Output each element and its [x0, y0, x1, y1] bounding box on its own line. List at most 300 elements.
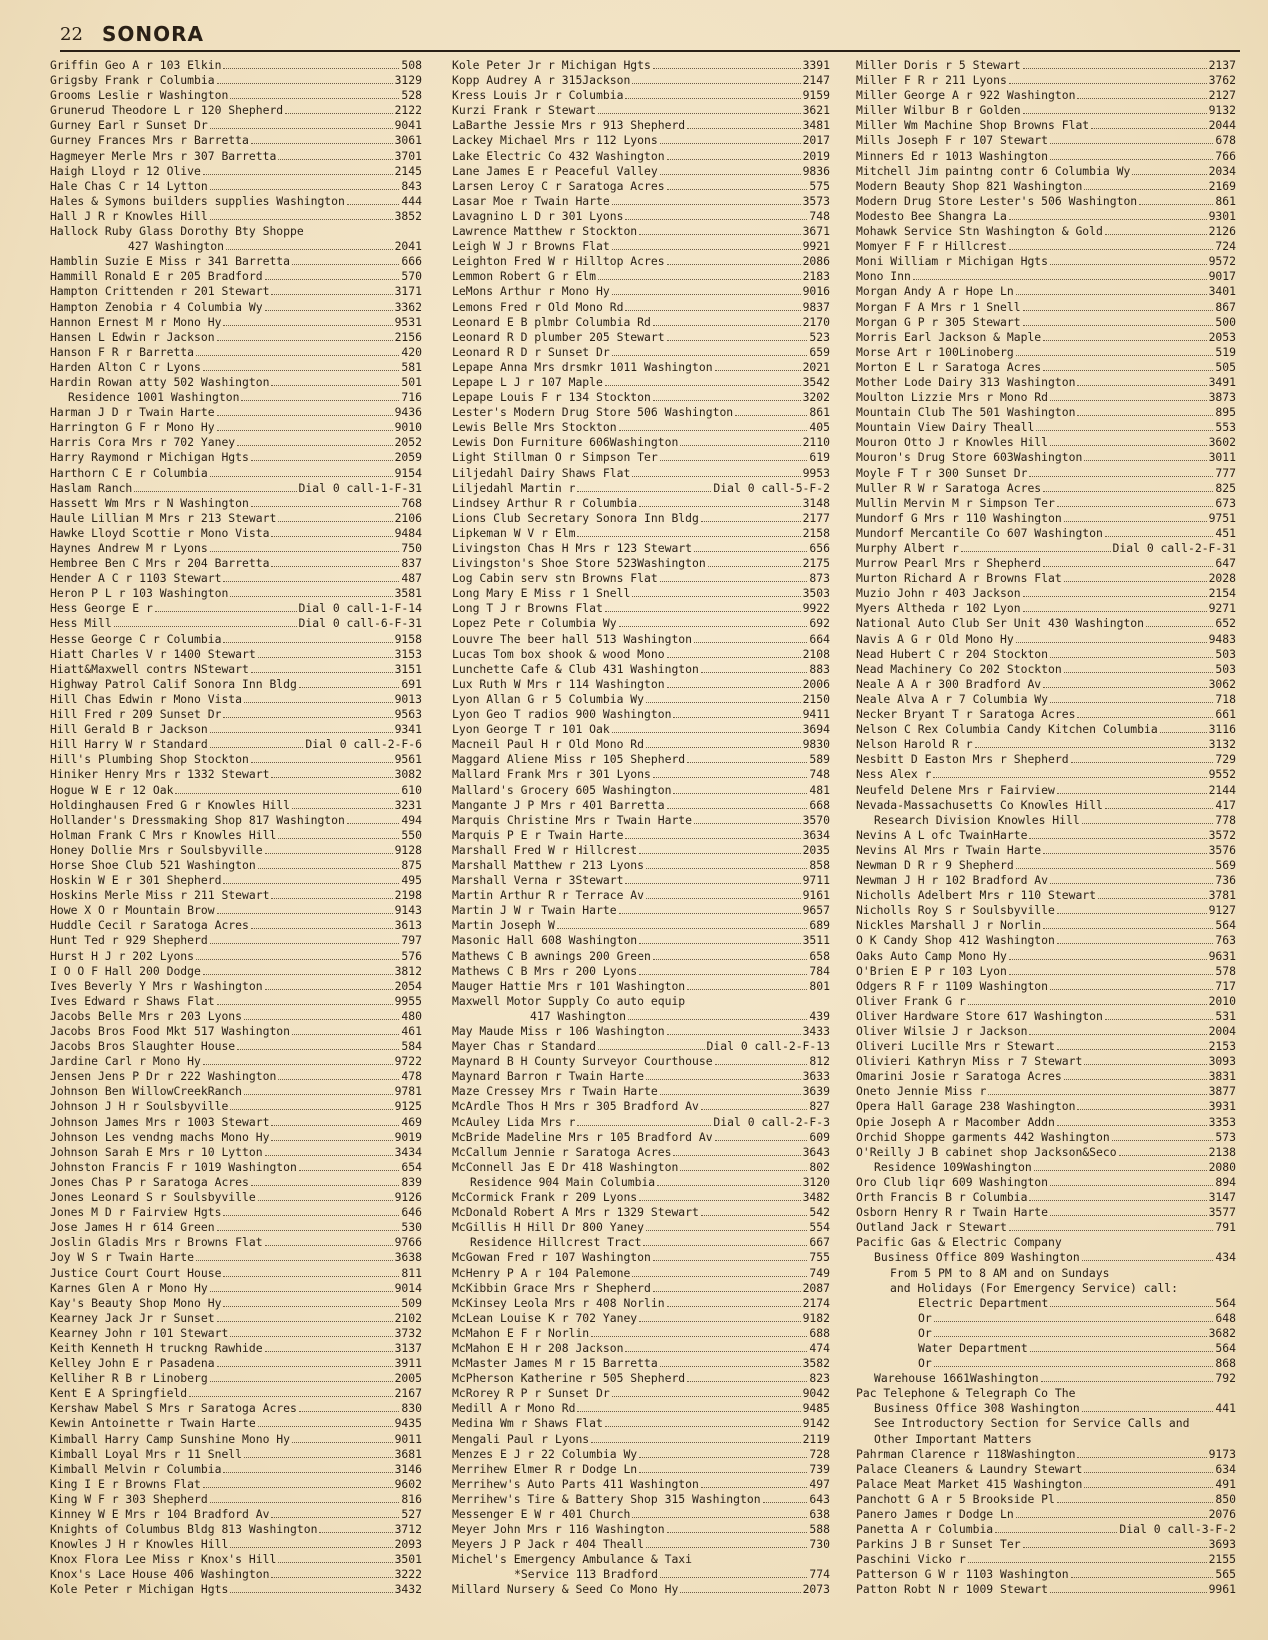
dot-leader: [591, 1433, 800, 1443]
entry-name: Lepape L J r 107 Maple: [452, 374, 603, 389]
entry-number: 9602: [394, 1476, 422, 1491]
entry-number: 646: [401, 1205, 422, 1220]
entry-number: 802: [809, 1159, 830, 1174]
entry-number: 2119: [802, 1431, 830, 1446]
entry-number: 3434: [394, 1144, 422, 1159]
dot-leader: [196, 950, 399, 960]
dot-leader: [625, 301, 800, 311]
dot-leader: [1064, 1070, 1207, 1080]
entry-name: O'Brien E P r 103 Lyon: [856, 963, 1007, 978]
dot-leader: [913, 270, 1207, 280]
entry-number: 495: [401, 873, 422, 888]
entry-number: 2137: [1208, 58, 1236, 72]
page-header: [60, 22, 1240, 52]
dot-leader: [598, 1040, 705, 1050]
entry-name: Oneto Jennie Miss r: [856, 1084, 987, 1099]
entry-number: 9781: [394, 1084, 422, 1099]
dot-leader: [1077, 376, 1206, 386]
entry-name: O'Reilly J B cabinet shop Jackson&Seco: [856, 1144, 1117, 1159]
entry-number: 9711: [802, 873, 830, 888]
dot-leader: [1034, 1161, 1207, 1171]
entry-name: Mouron's Drug Store 603Washington: [856, 450, 1083, 465]
dot-leader: [1057, 934, 1214, 944]
entry-number: 417: [1215, 797, 1236, 812]
dot-leader: [660, 572, 808, 582]
entry-name: Light Stillman O r Simpson Ter: [452, 450, 658, 465]
directory-entry: [50, 1115, 422, 1130]
directory-entry: [856, 813, 1236, 828]
entry-number: 9158: [394, 631, 422, 646]
entry-number: 469: [401, 1114, 422, 1129]
entry-number: 9561: [394, 752, 422, 767]
directory-entry: [452, 1432, 830, 1447]
dot-leader: [1050, 693, 1213, 703]
dot-leader: [612, 195, 801, 205]
entry-number: 766: [1215, 148, 1236, 163]
directory-entry: [452, 164, 830, 179]
entry-name: Honey Dollie Mrs r Soulsbyville: [50, 842, 263, 857]
entry-number: 748: [809, 208, 830, 223]
dot-leader: [210, 1372, 393, 1382]
entry-name: Justice Court Court House: [50, 1265, 222, 1280]
entry-number: Dial 0 call-2-F-3: [713, 1114, 830, 1129]
dot-leader: [625, 89, 800, 99]
dot-leader: [175, 784, 399, 794]
entry-name: Lackey Michael Mrs r 112 Lyons: [452, 133, 658, 148]
directory-entry: [50, 224, 422, 239]
entry-number: 2153: [1208, 1039, 1236, 1054]
directory-entry: [50, 330, 422, 345]
entry-number: 3694: [802, 722, 830, 737]
directory-entry: [50, 133, 422, 148]
entry-name: Morgan G P r 305 Stewart: [856, 314, 1021, 329]
entry-number: 3491: [1208, 374, 1236, 389]
dot-leader: [265, 301, 393, 311]
directory-entry: [856, 133, 1236, 148]
entry-name: Kershaw Mabel S Mrs r Saratoga Acres: [50, 1401, 297, 1416]
entry-name: Oliver Frank G r: [856, 993, 966, 1008]
entry-name: Mundorf Mercantile Co 607 Washington: [856, 525, 1103, 540]
entry-name: Howe X O r Mountain Brow: [50, 903, 215, 918]
entry-name: Mountain Club The 501 Washington: [856, 405, 1076, 420]
directory-entry: [856, 949, 1236, 964]
dot-leader: [1071, 1568, 1214, 1578]
directory-entry: [50, 1175, 422, 1190]
directory-entry: [856, 1084, 1236, 1099]
dot-leader: [271, 889, 392, 899]
directory-entry: [50, 601, 422, 616]
directory-entry: [50, 1492, 422, 1507]
directory-entry: [50, 1281, 422, 1296]
dot-leader: [653, 950, 808, 960]
dot-leader: [1105, 225, 1207, 235]
entry-name: McLean Louise K r 702 Yaney: [452, 1310, 638, 1325]
entry-name: Newman J H r 102 Bradford Av: [856, 873, 1049, 888]
entry-name: Lewis Don Furniture 606Washington: [452, 435, 679, 450]
dot-leader: [639, 1463, 807, 1473]
directory-entry: [856, 284, 1236, 299]
dot-leader: [1077, 1100, 1206, 1110]
entry-name: Hannon Ernest M r Mono Hy: [50, 314, 222, 329]
entry-name: Johnson Sarah E Mrs r 10 Lytton: [50, 1144, 263, 1159]
entry-name: Karnes Glen A r Mono Hy: [50, 1280, 208, 1295]
entry-number: 9552: [1208, 767, 1236, 782]
entry-number: 3146: [394, 1461, 422, 1476]
entry-number: 673: [1215, 495, 1236, 510]
entry-number: 9125: [394, 1099, 422, 1114]
dot-leader: [653, 768, 808, 778]
entry-name: Moni William r Michigan Hgts: [856, 254, 1049, 269]
entry-name: Jones Chas P r Saratoga Acres: [50, 1174, 249, 1189]
entry-number: 503: [1215, 646, 1236, 661]
entry-number: 9953: [802, 465, 830, 480]
dot-leader: [680, 1161, 807, 1171]
dot-leader: [1064, 572, 1207, 582]
entry-number: 487: [401, 571, 422, 586]
directory-entry: [50, 1386, 422, 1401]
entry-name: Lepape Anna Mrs drsmkr 1011 Washington: [452, 359, 713, 374]
directory-entry: [452, 1281, 830, 1296]
entry-name: Hesse George C r Columbia: [50, 631, 222, 646]
entry-name: Nevins A L ofc TwainHarte: [856, 827, 1028, 842]
directory-entry: [452, 1069, 830, 1084]
directory-entry: [50, 571, 422, 586]
directory-entry: [452, 1326, 830, 1341]
entry-number: 812: [809, 1054, 830, 1069]
entry-number: 2198: [394, 888, 422, 903]
entry-number: 610: [401, 782, 422, 797]
dot-leader: [244, 693, 393, 703]
entry-name: Kimball Loyal Mrs r 11 Snell: [50, 1446, 243, 1461]
entry-number: 2080: [1208, 1159, 1236, 1174]
entry-number: 830: [401, 1401, 422, 1416]
directory-entry: [452, 1401, 830, 1416]
entry-number: 564: [1215, 918, 1236, 933]
directory-entry: [856, 601, 1236, 616]
entry-number: 9830: [802, 737, 830, 752]
dot-leader: [1139, 195, 1213, 205]
entry-number: 724: [1215, 239, 1236, 254]
entry-name: Parkins J B r Sunset Ter: [856, 1537, 1021, 1552]
entry-number: 501: [401, 374, 422, 389]
directory-entry: [50, 647, 422, 662]
dot-leader: [196, 1251, 393, 1261]
entry-name: Orchid Shoppe garments 442 Washington: [856, 1129, 1110, 1144]
city-title: SONORA: [102, 22, 205, 46]
directory-entry: [452, 813, 830, 828]
entry-number: 3639: [802, 1084, 830, 1099]
entry-number: 3576: [1208, 842, 1236, 857]
entry-name: Miller Wm Machine Shop Browns Flat: [856, 118, 1090, 133]
dot-leader: [646, 693, 801, 703]
entry-number: 3171: [394, 284, 422, 299]
directory-entry: [50, 707, 422, 722]
entry-name: Modern Drug Store Lester's 506 Washington: [856, 193, 1138, 208]
entry-name: Muller R W r Saratoga Acres: [856, 480, 1042, 495]
entry-number: 638: [809, 1507, 830, 1521]
entry-name: Panchott G A r 5 Brookside Pl: [856, 1491, 1055, 1506]
entry-number: 2044: [1208, 118, 1236, 133]
entry-number: 481: [809, 782, 830, 797]
directory-entry: [452, 541, 830, 556]
dot-leader: [278, 1070, 399, 1080]
entry-number: 441: [1215, 1401, 1236, 1416]
directory-entry: [452, 1567, 830, 1582]
entry-name: Maxwell Motor Supply Co auto equip: [452, 993, 686, 1008]
entry-name: Lindsey Arthur R r Columbia: [452, 495, 638, 510]
entry-name: King W F r 303 Shepherd: [50, 1491, 208, 1506]
entry-name: Leonard E B plmbr Columbia Rd: [452, 314, 651, 329]
entry-name: Jensen Jens P Dr r 222 Washington: [50, 1069, 277, 1084]
directory-entry: [856, 224, 1236, 239]
directory-entry: [50, 1220, 422, 1235]
directory-entry: [50, 873, 422, 888]
directory-entry: [856, 194, 1236, 209]
directory-entry: [452, 103, 830, 118]
entry-number: 3877: [1208, 1084, 1236, 1099]
dot-leader: [292, 255, 399, 265]
entry-number: 3061: [394, 133, 422, 148]
directory-entry: [856, 1311, 1236, 1326]
dot-leader: [735, 406, 807, 416]
entry-name: Leonard R D plumber 205 Stewart: [452, 329, 665, 344]
directory-entry: [452, 979, 830, 994]
directory-entry: [452, 1099, 830, 1114]
entry-name: McBride Madeline Mrs r 105 Bradford Av: [452, 1129, 713, 1144]
entry-name: Hawke Lloyd Scottie r Mono Vista: [50, 525, 270, 540]
dot-leader: [1084, 1055, 1206, 1065]
entry-number: 3231: [394, 797, 422, 812]
directory-entry: [856, 571, 1236, 586]
entry-number: 3082: [394, 767, 422, 782]
directory-entry: [856, 616, 1236, 631]
dot-leader: [667, 1025, 801, 1035]
dot-leader: [230, 1583, 392, 1593]
entry-number: 666: [401, 254, 422, 269]
dot-leader: [639, 965, 807, 975]
directory-entry: [50, 103, 422, 118]
entry-name: Momyer F F r Hillcrest: [856, 239, 1007, 254]
directory-entry: [856, 1009, 1236, 1024]
entry-name: Kearney Jack Jr r Sunset: [50, 1310, 215, 1325]
entry-number: 588: [809, 1522, 830, 1537]
entry-name: Keith Kenneth H truckng Rawhide: [50, 1340, 263, 1355]
entry-name: Oro Club liqr 609 Washington: [856, 1174, 1049, 1189]
entry-number: 528: [401, 88, 422, 103]
directory-entry: [50, 194, 422, 209]
dot-leader: [210, 210, 393, 220]
dot-leader: [1105, 799, 1214, 809]
dot-leader: [763, 1493, 808, 1503]
entry-name: Lemons Fred r Old Mono Rd: [452, 299, 624, 314]
dot-leader: [1084, 1463, 1213, 1473]
entry-name: Johnson James Mrs r 1003 Stewart: [50, 1114, 270, 1129]
directory-entry: [452, 1341, 830, 1356]
entry-number: 777: [1215, 465, 1236, 480]
dot-leader: [210, 723, 393, 733]
entry-name: Hembree Ben C Mrs r 204 Barretta: [50, 556, 270, 571]
entry-name: Ives Edward r Shaws Flat: [50, 993, 215, 1008]
directory-entry: [452, 300, 830, 315]
entry-number: 768: [401, 495, 422, 510]
directory-entry: [452, 1205, 830, 1220]
directory-entry: [856, 1130, 1236, 1145]
directory-entry: [856, 858, 1236, 873]
entry-name: Knox Flora Lee Miss r Knox's Hill: [50, 1552, 277, 1567]
dot-leader: [217, 331, 393, 341]
entry-number: 2021: [802, 359, 830, 374]
dot-leader: [265, 1146, 393, 1156]
directory-entry: [50, 466, 422, 481]
entry-number: 451: [1215, 525, 1236, 540]
dot-leader: [667, 678, 801, 688]
dot-leader: [299, 1402, 400, 1412]
dot-leader: [1050, 1176, 1213, 1186]
entry-number: 9563: [394, 707, 422, 722]
entry-name: Kinney W E Mrs r 104 Bradford Av: [50, 1507, 270, 1521]
directory-entry: [50, 1024, 422, 1039]
entry-name: Mohawk Service Stn Washington & Gold: [856, 224, 1103, 239]
entry-number: 3581: [394, 586, 422, 601]
entry-number: 2035: [802, 842, 830, 857]
directory-entry: [50, 254, 422, 269]
dot-leader: [639, 1191, 800, 1201]
entry-name: King I E r Browns Flat: [50, 1476, 201, 1491]
dot-leader: [347, 814, 400, 824]
entry-number: 3831: [1208, 1069, 1236, 1084]
directory-entry: [452, 345, 830, 360]
dot-leader: [223, 1297, 399, 1307]
directory-entry: [856, 1386, 1236, 1401]
dot-leader: [223, 1267, 399, 1277]
directory-entry: [50, 1522, 422, 1537]
entry-number: 861: [809, 405, 830, 420]
directory-entry: [856, 254, 1236, 269]
entry-name: Residence 904 Main Columbia: [470, 1174, 656, 1189]
entry-name: Newman D R r 9 Shepherd: [856, 857, 1014, 872]
entry-name: Liljedahl Martin r: [452, 480, 576, 495]
directory-entry: [452, 1416, 830, 1431]
entry-number: 2150: [802, 691, 830, 706]
entry-number: 519: [1215, 344, 1236, 359]
page-number: 22: [60, 24, 83, 45]
entry-number: 749: [809, 1265, 830, 1280]
entry-number: 527: [401, 1507, 422, 1521]
dot-leader: [1057, 904, 1207, 914]
entry-number: 2122: [394, 103, 422, 118]
entry-name: Grigsby Frank r Columbia: [50, 73, 215, 88]
entry-number: 3501: [394, 1552, 422, 1567]
dot-leader: [230, 1100, 392, 1110]
entry-number: 2006: [802, 676, 830, 691]
entry-name: Hansen L Edwin r Jackson: [50, 329, 215, 344]
entry-name: Lyon George T r 101 Oak: [452, 722, 610, 737]
dot-leader: [612, 1387, 801, 1397]
entry-number: 2028: [1208, 571, 1236, 586]
directory-entry: [452, 858, 830, 873]
directory-entry: [452, 1296, 830, 1311]
entry-name: Hurst H J r 202 Lyons: [50, 948, 195, 963]
directory-entry: [856, 1432, 1236, 1447]
entry-name: Business Office 308 Washington: [874, 1401, 1080, 1416]
dot-leader: [1043, 557, 1213, 567]
directory-entry: [50, 284, 422, 299]
entry-number: 3681: [394, 1446, 422, 1461]
entry-name: Hender A C r 1103 Stewart: [50, 571, 222, 586]
entry-number: 9301: [1208, 208, 1236, 223]
dot-leader: [653, 59, 801, 69]
entry-name: Harrington G F r Mono Hy: [50, 420, 215, 435]
entry-number: 816: [401, 1491, 422, 1506]
entry-name: Knowles J H r Knowles Hill: [50, 1537, 229, 1552]
entry-name: Neale A A r 300 Bradford Av: [856, 676, 1042, 691]
dot-leader: [271, 1116, 399, 1126]
entry-number: 667: [809, 1235, 830, 1250]
entry-name: Marshall Matthew r 213 Lyons: [452, 857, 645, 872]
directory-entry: [856, 239, 1236, 254]
entry-name: Navis A G r Old Mono Hy: [856, 631, 1014, 646]
entry-number: 2059: [394, 450, 422, 465]
directory-entry: [856, 300, 1236, 315]
dot-leader: [299, 678, 400, 688]
entry-number: 505: [1215, 359, 1236, 374]
entry-number: 9436: [394, 405, 422, 420]
entry-name: Outland Jack r Stewart: [856, 1220, 1007, 1235]
entry-number: 9435: [394, 1416, 422, 1431]
dot-leader: [265, 270, 400, 280]
directory-entry: [50, 1507, 422, 1522]
directory-entry: [856, 315, 1236, 330]
directory-entry: [50, 1160, 422, 1175]
dot-leader: [217, 1221, 400, 1231]
entry-name: Hess George E r: [50, 601, 153, 616]
entry-number: 2147: [802, 73, 830, 88]
entry-name: I O O F Hall 200 Dodge: [50, 963, 201, 978]
entry-number: 576: [401, 948, 422, 963]
dot-leader: [1050, 436, 1207, 446]
entry-name: Hiatt Charles V r 1400 Stewart: [50, 646, 256, 661]
directory-entry: [452, 118, 830, 133]
entry-name: Millard Nursery & Seed Co Mono Hy: [452, 1582, 679, 1597]
entry-number: 2041: [394, 239, 422, 254]
dot-leader: [258, 1417, 393, 1427]
entry-number: 9271: [1208, 601, 1236, 616]
entry-name: Johnson Les vendng machs Mono Hy: [50, 1129, 270, 1144]
dot-leader: [1050, 648, 1213, 658]
directory-entry: [50, 375, 422, 390]
dot-leader: [660, 1568, 807, 1578]
entry-name: Modern Beauty Shop 821 Washington: [856, 178, 1083, 193]
entry-number: 736: [1215, 873, 1236, 888]
entry-name: McCormick Frank r 209 Lyons: [452, 1190, 638, 1205]
dot-leader: [230, 1538, 392, 1548]
directory-entry: [856, 541, 1236, 556]
entry-name: Leighton Fred W r Hilltop Acres: [452, 254, 665, 269]
dot-leader: [968, 1553, 1207, 1563]
entry-number: 3222: [394, 1567, 422, 1582]
dot-leader: [251, 451, 393, 461]
entry-number: 750: [401, 541, 422, 555]
entry-number: 9341: [394, 722, 422, 737]
entry-number: 9154: [394, 465, 422, 480]
dot-leader: [680, 436, 800, 446]
entry-name: Holman Frank C Mrs r Knowles Hill: [50, 827, 277, 842]
entry-name: Kay's Beauty Shop Mono Hy: [50, 1295, 222, 1310]
entry-number: 718: [1215, 691, 1236, 706]
entry-name: Miller Wilbur B r Golden: [856, 103, 1021, 118]
entry-name: Liljedahl Dairy Shaws Flat: [452, 465, 631, 480]
entry-number: 3542: [802, 374, 830, 389]
